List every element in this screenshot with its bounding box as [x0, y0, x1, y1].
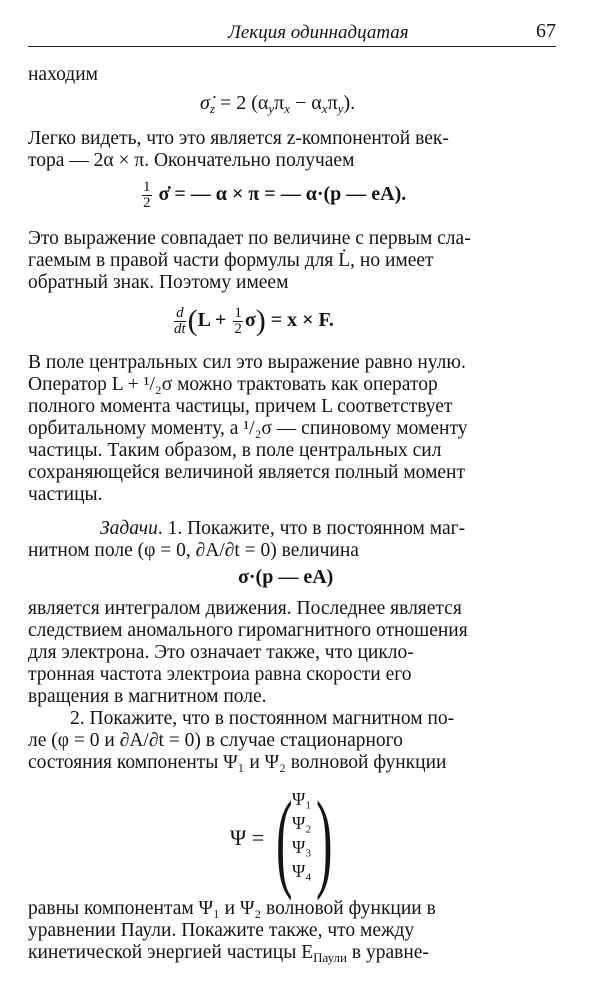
eq4-body: σ·(p — eA) — [238, 566, 334, 588]
p3-line-3: обратный знак. Поэтому имеем — [28, 272, 289, 293]
eq1-sub: z — [209, 101, 215, 116]
p1-line: находим — [28, 64, 98, 85]
equation-3 — [172, 304, 334, 338]
p8-line-3 — [28, 942, 556, 969]
eq3-half-den: 2 — [234, 320, 242, 337]
paragraph-5 — [28, 518, 556, 562]
p6-line-5: вращения в магнитном поле. — [28, 686, 267, 707]
paragraph-8 — [28, 898, 556, 969]
p4-line-4: орбитальному моменту, а ¹/₂σ — спиновому моменту — [28, 418, 468, 439]
header-title: Лекция одиннадцатая — [228, 22, 409, 43]
p6-line-2: следствием аномального гиромагнитного отношения — [28, 620, 468, 641]
paragraph-6 — [28, 598, 556, 708]
eq2-num: 1 — [143, 179, 151, 195]
eq5-lhs: Ψ = — [230, 825, 265, 850]
p7-line-3: состояния компоненты Ψ₁ и Ψ₂ волновой функции — [28, 752, 447, 773]
eq3-half-num: 1 — [234, 304, 242, 321]
p4-line-2: Оператор L + ¹/₂σ можно трактовать как оператор — [28, 374, 438, 395]
paragraph-4 — [28, 352, 556, 506]
eq1-end: ). — [343, 92, 356, 114]
p8-line-2: уравнении Паули. Покажите также, что между — [28, 920, 415, 941]
p6-line-4: тронная частота электроиа равна скорости его — [28, 664, 412, 685]
eq5-right-paren: ) — [316, 779, 333, 901]
p5-line-1 — [28, 518, 556, 540]
paragraph-3 — [28, 228, 556, 294]
eq3-d: d — [174, 306, 186, 322]
p6-line-3: для электрона. Это означает также, что цикло- — [28, 642, 414, 663]
p2-line-1: Легко видеть, что это является z-компонентой век- — [28, 128, 449, 149]
p4-line-7: частицы. — [28, 484, 103, 505]
eq3-derivative — [174, 306, 186, 337]
p2-line-2: тора — 2α × π. Окончательно получаем — [28, 150, 355, 171]
eq5-comp-4: Ψ₄ — [292, 861, 312, 881]
p4-line-6: сохраняющейся величиной является полный момент — [28, 462, 466, 483]
equation-4 — [238, 566, 333, 589]
eq2-fraction — [142, 180, 152, 211]
equation-5-psi-vector — [230, 779, 380, 901]
running-header — [28, 16, 556, 47]
p4-line-1: В поле центральных сил это выражение равно нулю. — [28, 352, 466, 373]
eq1-y2: y — [337, 101, 344, 116]
equation-1 — [200, 92, 355, 117]
p3-line-1: Это выражение совпадает по величине с первым сла- — [28, 228, 471, 249]
p7-line-1: 2. Покажите, что в постоянном магнитном по- — [70, 708, 455, 729]
eq5-comp-1: Ψ₁ — [292, 789, 312, 809]
eq2-den: 2 — [143, 195, 151, 211]
page-number: 67 — [536, 20, 556, 42]
p5-line-1-text: . 1. Покажите, что в постоянном маг- — [157, 518, 466, 539]
p7-line-2: ле (φ = 0 и ∂A/∂t = 0) в случае стационарного — [28, 730, 403, 751]
p8-line-3-end: в уравне- — [347, 942, 429, 963]
eq3-rhs: = x × F. — [265, 309, 334, 331]
eq3-half — [233, 306, 243, 337]
p8-line-1: равны компонентам Ψ₁ и Ψ₂ волновой функции в — [28, 898, 436, 919]
p4-line-3: полного момента частицы, причем L соответствует — [28, 396, 453, 417]
eq5-comp-2: Ψ₂ — [292, 813, 312, 833]
p8-line-3-sub: Паули — [313, 950, 347, 965]
p5-line-2: нитном поле (φ = 0, ∂A/∂t = 0) величина — [28, 540, 359, 561]
eq1-x2: x — [321, 101, 328, 116]
eq2-body: σ̇ = — α × π = — α·(p — eA). — [158, 183, 407, 206]
eq3-body1: L + — [197, 309, 232, 331]
eq5-left-paren: ( — [276, 779, 293, 901]
eq1-pi2: π — [327, 92, 338, 114]
paragraph-1 — [28, 64, 556, 86]
p3-line-2: гаемым в правой части формулы для L̇, но имеет — [28, 250, 434, 271]
eq1-x1: x — [284, 101, 291, 116]
eq1-pi1: π — [274, 92, 285, 114]
equation-2 — [140, 180, 406, 211]
eq5-comp-3: Ψ₃ — [292, 837, 312, 857]
eq1-lhs: σ̇ — [200, 92, 210, 114]
eq3-dt: dt — [174, 320, 186, 337]
p8-line-3-text: кинетической энергией частицы E — [28, 942, 314, 963]
eq3-rparen: ) — [255, 304, 266, 337]
eq3-lparen: ( — [187, 304, 198, 337]
eq1-y1: y — [268, 101, 275, 116]
paragraph-7 — [28, 708, 556, 774]
eq1-rhs: = 2 (α — [214, 92, 269, 114]
p4-line-5: частицы. Таким образом, в поле центральных сил — [28, 440, 442, 461]
eq1-mid: − α — [290, 92, 322, 114]
p6-line-1: является интегралом движения. Последнее является — [28, 598, 462, 619]
eq5-components — [292, 787, 312, 883]
paragraph-2 — [28, 128, 556, 172]
eq3-body2: σ — [244, 309, 256, 331]
p5-lead: Задачи — [100, 518, 158, 539]
